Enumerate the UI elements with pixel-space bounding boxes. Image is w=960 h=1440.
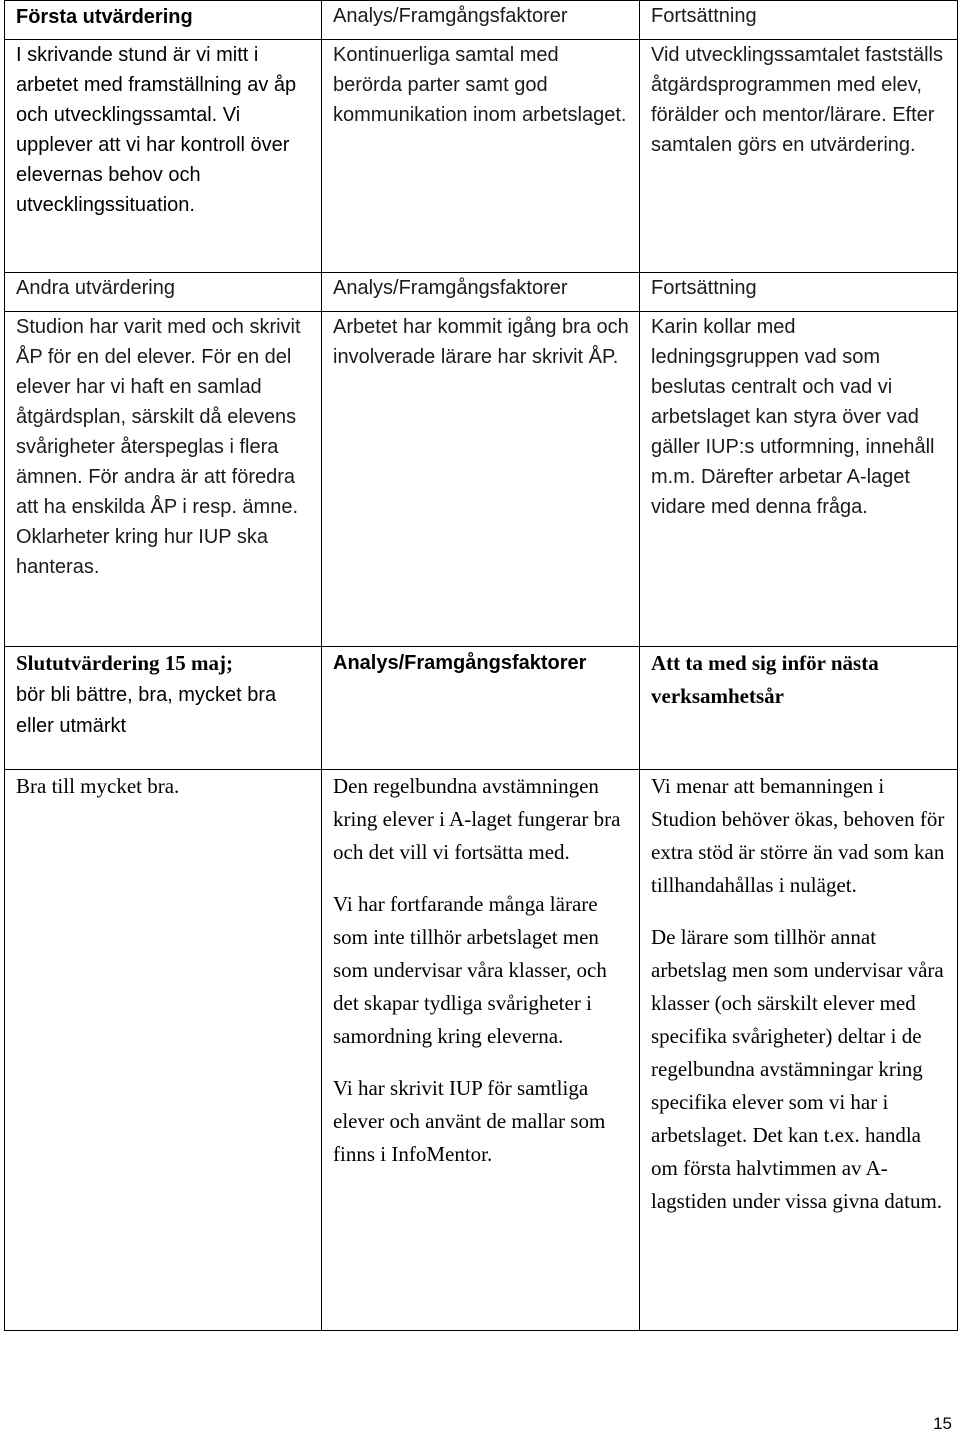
- section3-cell-next-year: [640, 770, 958, 1331]
- section3-body-row: [5, 770, 958, 1331]
- section2-header-continuation: Fortsättning: [640, 273, 958, 312]
- section1-header-row: [5, 1, 958, 40]
- next-year-paragraph: De lärare som tillhör annat arbetslag men som undervisar våra klasser (och särskilt elever med specifika svårigheter) deltar i de regelbundna avstämningar kring specifika elever som vi har i arbetslaget. Det kan t.ex. handla om första halvtimmen av A-lagstiden under vissa givna datum.: [651, 925, 944, 1213]
- section2-body-row: [5, 312, 958, 647]
- evaluation-table: [4, 0, 958, 1331]
- section1-cell-analysis: Kontinuerliga samtal med berörda parter samt god kommunikation inom arbetslaget.: [322, 40, 640, 273]
- section2-header-row: [5, 273, 958, 312]
- section2-cell-continuation: Karin kollar med ledningsgruppen vad som beslutas centralt och vad vi arbetslaget kan styra över vad gäller IUP:s utformning, innehåll m.m. Därefter arbetar A-laget vidare med denna fråga.: [640, 312, 958, 647]
- section3-header-next-year: Att ta med sig inför nästa verksamhetsår: [640, 647, 958, 770]
- final-evaluation-title: Slututvärdering 15 maj;: [16, 651, 233, 675]
- section1-header-analysis: Analys/Framgångsfaktorer: [322, 1, 640, 40]
- section2-header-second-evaluation: Andra utvärdering: [5, 273, 322, 312]
- section1-cell-evaluation: I skrivande stund är vi mitt i arbetet med framställning av åp och utvecklingssamtal. Vi upplever att vi har kontroll över elevernas behov och utvecklingssituation.: [5, 40, 322, 273]
- section3-header-row: [5, 647, 958, 770]
- next-year-paragraph: Vi menar att bemanningen i Studion behöver ökas, behoven för extra stöd är större än vad som kan tillhandahållas i nuläget.: [651, 774, 945, 897]
- analysis-paragraph: Den regelbundna avstämningen kring elever i A-laget fungerar bra och det vill vi fortsätta med.: [333, 774, 621, 864]
- final-evaluation-subtitle: bör bli bättre, bra, mycket bra eller utmärkt: [16, 684, 277, 737]
- section1-header-continuation: Fortsättning: [640, 1, 958, 40]
- section2-cell-analysis: Arbetet har kommit igång bra och involverade lärare har skrivit ÅP.: [322, 312, 640, 647]
- section3-header-final-evaluation: [5, 647, 322, 770]
- section1-header-first-evaluation: Första utvärdering: [5, 1, 322, 40]
- section3-cell-analysis: [322, 770, 640, 1331]
- analysis-paragraph: Vi har skrivit IUP för samtliga elever och använt de mallar som finns i InfoMentor.: [333, 1076, 606, 1166]
- section2-header-analysis: Analys/Framgångsfaktorer: [322, 273, 640, 312]
- section3-cell-evaluation: Bra till mycket bra.: [5, 770, 322, 1331]
- section1-cell-continuation: Vid utvecklingssamtalet fastställs åtgärdsprogrammen med elev, förälder och mentor/lärare. Efter samtalen görs en utvärdering.: [640, 40, 958, 273]
- section1-body-row: [5, 40, 958, 273]
- analysis-paragraph: Vi har fortfarande många lärare som inte tillhör arbetslaget men som undervisar våra klasser, och det skapar tydliga svårigheter i samordning kring eleverna.: [333, 892, 607, 1048]
- page-number: 15: [933, 1414, 952, 1433]
- section2-cell-evaluation: Studion har varit med och skrivit ÅP för en del elever. För en del elever har vi haft en samlad åtgärdsplan, särskilt då elevens svårigheter återspeglas i flera ämnen. För andra är att föredra att ha enskilda ÅP i resp. ämne. Oklarheter kring hur IUP ska hanteras.: [5, 312, 322, 647]
- section3-header-analysis: Analys/Framgångsfaktorer: [322, 647, 640, 770]
